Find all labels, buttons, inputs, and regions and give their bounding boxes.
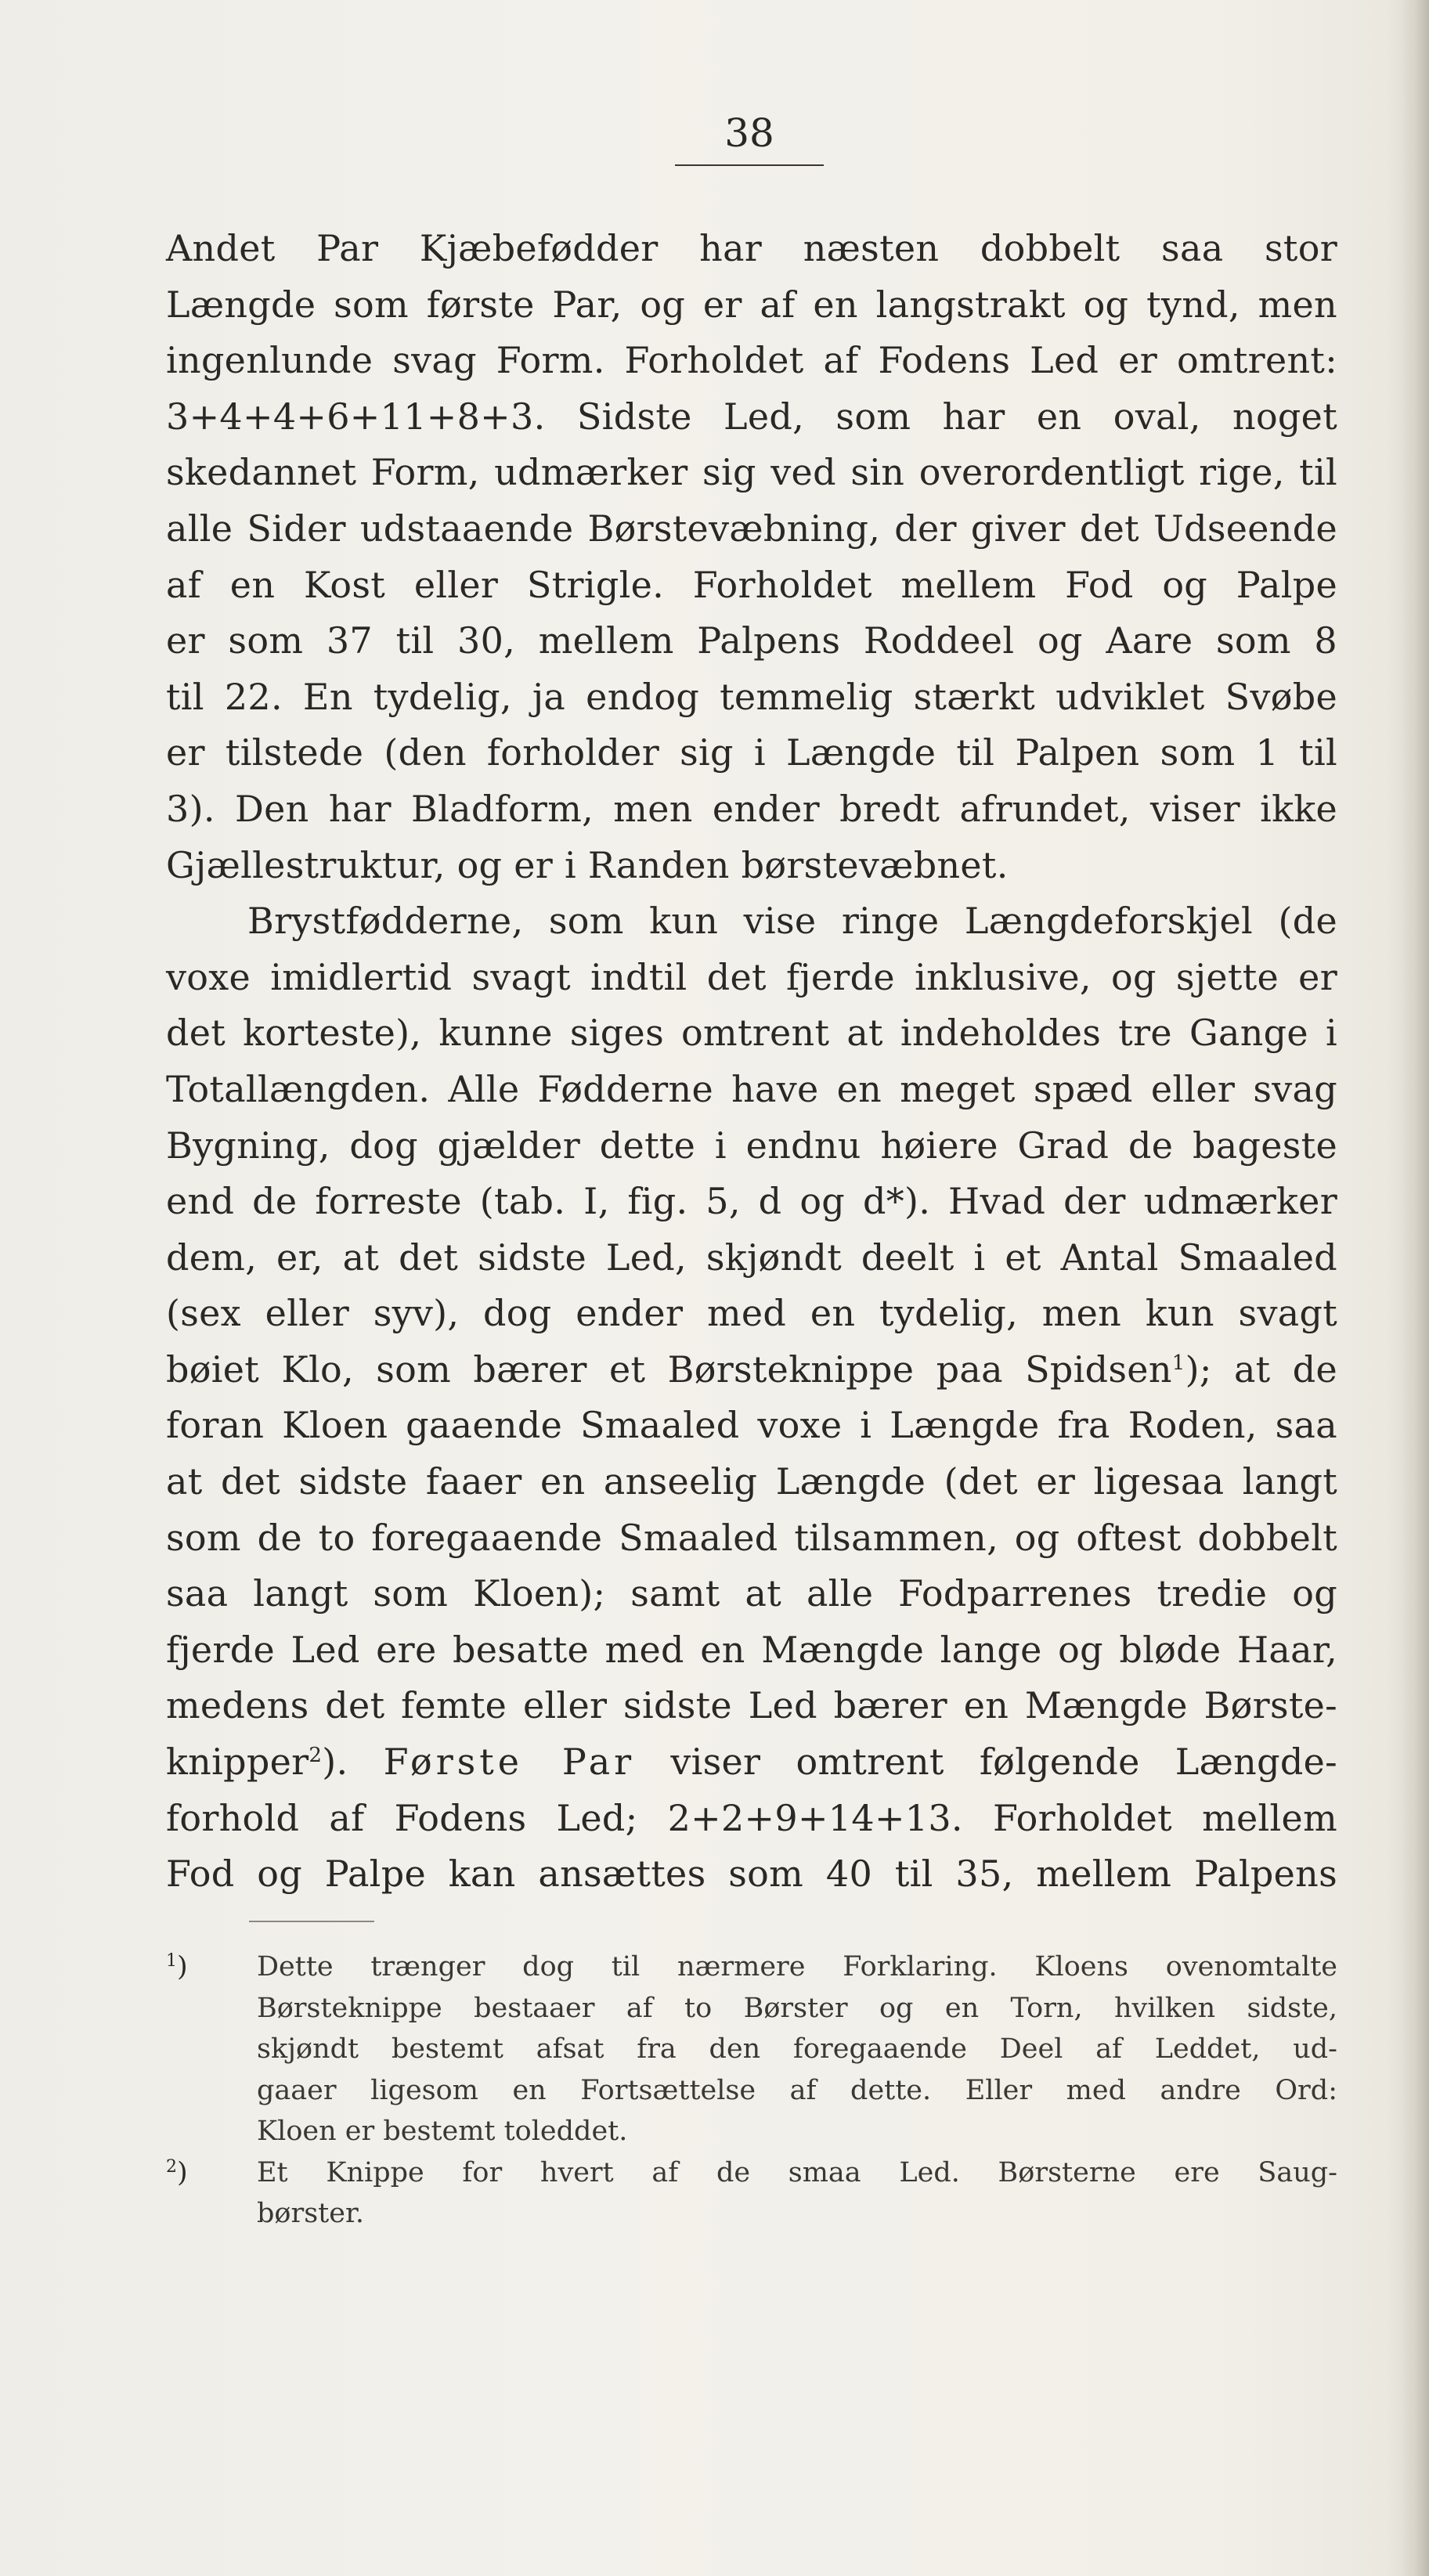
text-segment: bøiet Klo, som bærer et Børsteknippe paa Spidsen [166, 1348, 1172, 1391]
footnote-line: Kloen er bestemt toleddet. [257, 2116, 628, 2147]
text-line: forhold af Fodens Led; 2+2+9+14+13. Forholdet mellem [166, 1796, 1337, 1839]
footnote [166, 2152, 1337, 2235]
text-line: som de to foregaaende Smaaled tilsammen, og oftest dobbelt [166, 1516, 1337, 1559]
text-line: af en Kost eller Strigle. Forholdet mellem Fod og Palpe [166, 563, 1337, 606]
text-segment: ). [322, 1741, 348, 1784]
footnote-ref: 2 [309, 1744, 323, 1768]
footnote-line: Et Knippe for hvert af de smaa Led. Børsterne ere Saug- [257, 2156, 1337, 2188]
text-segment: viser omtrent følgende Længde- [670, 1741, 1337, 1784]
text-line: er som 37 til 30, mellem Palpens Roddeel og Aare som 8 [166, 619, 1337, 662]
body-text [166, 221, 1337, 1903]
footnote-ref: 1 [1171, 1351, 1185, 1375]
page-number: 38 [724, 110, 774, 156]
footnotes [166, 1946, 1337, 2235]
text-line: Andet Par Kjæbefødder har næsten dobbelt saa stor [166, 227, 1337, 269]
text-line: alle Sider udstaaende Børstevæbning, der giver det Udseende [166, 507, 1337, 550]
text-line: 3). Den har Bladform, men ender bredt afrundet, viser ikke [166, 787, 1337, 830]
footnote-marker-number: 2 [166, 2156, 177, 2177]
text-line: er tilstede (den forholder sig i Længde til Palpen som 1 til [166, 731, 1337, 774]
text-line: 3+4+4+6+11+8+3. Sidste Led, som har en oval, noget [166, 395, 1337, 438]
text-line: dem, er, at det sidste Led, skjøndt deelt i et Antal Smaaled [166, 1236, 1337, 1279]
text-line: ingenlunde svag Form. Forholdet af Fodens Led er omtrent: [166, 339, 1337, 382]
text-line: foran Kloen gaaende Smaaled voxe i Længde fra Roden, saa [166, 1404, 1337, 1447]
text-line: fjerde Led ere besatte med en Mængde lange og bløde Haar, [166, 1628, 1337, 1671]
text-line: til 22. En tydelig, ja endog temmelig stærkt udviklet Svøbe [166, 675, 1337, 718]
footnote-line: Børsteknippe bestaaer af to Børster og en Torn, hvilken sidste, [257, 1992, 1337, 2024]
footnote-line: skjøndt bestemt afsat fra den foregaaende Deel af Leddet, ud- [257, 2033, 1337, 2065]
text-line: Totallængden. Alle Fødderne have en meget spæd eller svag [166, 1067, 1337, 1110]
text-line: Bygning, dog gjælder dette i endnu høiere Grad de bageste [166, 1124, 1337, 1167]
text-line: at det sidste faaer en anseelig Længde (det er ligesaa langt [166, 1460, 1337, 1503]
text-line: voxe imidlertid svagt indtil det fjerde inklusive, og sjette er [166, 955, 1337, 998]
text-line: Gjællestruktur, og er i Randen børstevæbnet. [166, 843, 1009, 886]
header-rule [675, 164, 824, 166]
text-line-with-note [166, 1342, 1337, 1398]
spaced-emphasis: Første Par [383, 1741, 636, 1784]
text-line: Brystfødderne, som kun vise ringe Længdeforskjel (de [247, 900, 1337, 943]
text-line: end de forreste (tab. I, fig. 5, d og d*). Hvad der udmærker [166, 1180, 1337, 1223]
footnote-rule [249, 1921, 374, 1922]
text-line: skedannet Form, udmærker sig ved sin overordentligt rige, til [166, 451, 1337, 494]
text-line: Fod og Palpe kan ansættes som 40 til 35, mellem Palpens [166, 1853, 1337, 1896]
footnote-marker: $^2$) [166, 2156, 188, 2188]
footnote-line: Dette trænger dog til nærmere Forklaring. Kloens ovenomtalte [257, 1951, 1337, 1983]
footnote-line: børster. [257, 2198, 364, 2229]
text-line: saa langt som Kloen); samt at alle Fodparrenes tredie og [166, 1572, 1337, 1615]
text-line: det korteste), kunne siges omtrent at indeholdes tre Gange i [166, 1012, 1337, 1055]
footnote-marker: $^1$) [166, 1951, 188, 1983]
text-line: medens det femte eller sidste Led bærer en Mængde Børste- [166, 1684, 1337, 1727]
footnote [166, 1946, 1337, 2152]
text-line: (sex eller syv), dog ender med en tydelig, men kun svagt [166, 1292, 1337, 1335]
page-edge [1402, 0, 1429, 2576]
text-line-with-note [166, 1734, 1337, 1791]
footnote-line: gaaer ligesom en Fortsættelse af dette. Eller med andre Ord: [257, 2074, 1337, 2106]
text-line: Længde som første Par, og er af en langstrakt og tynd, men [166, 283, 1337, 326]
text-segment: knipper [166, 1741, 309, 1784]
footnote-marker-number: 1 [166, 1951, 177, 1971]
text-segment: ); at de [1185, 1348, 1338, 1391]
